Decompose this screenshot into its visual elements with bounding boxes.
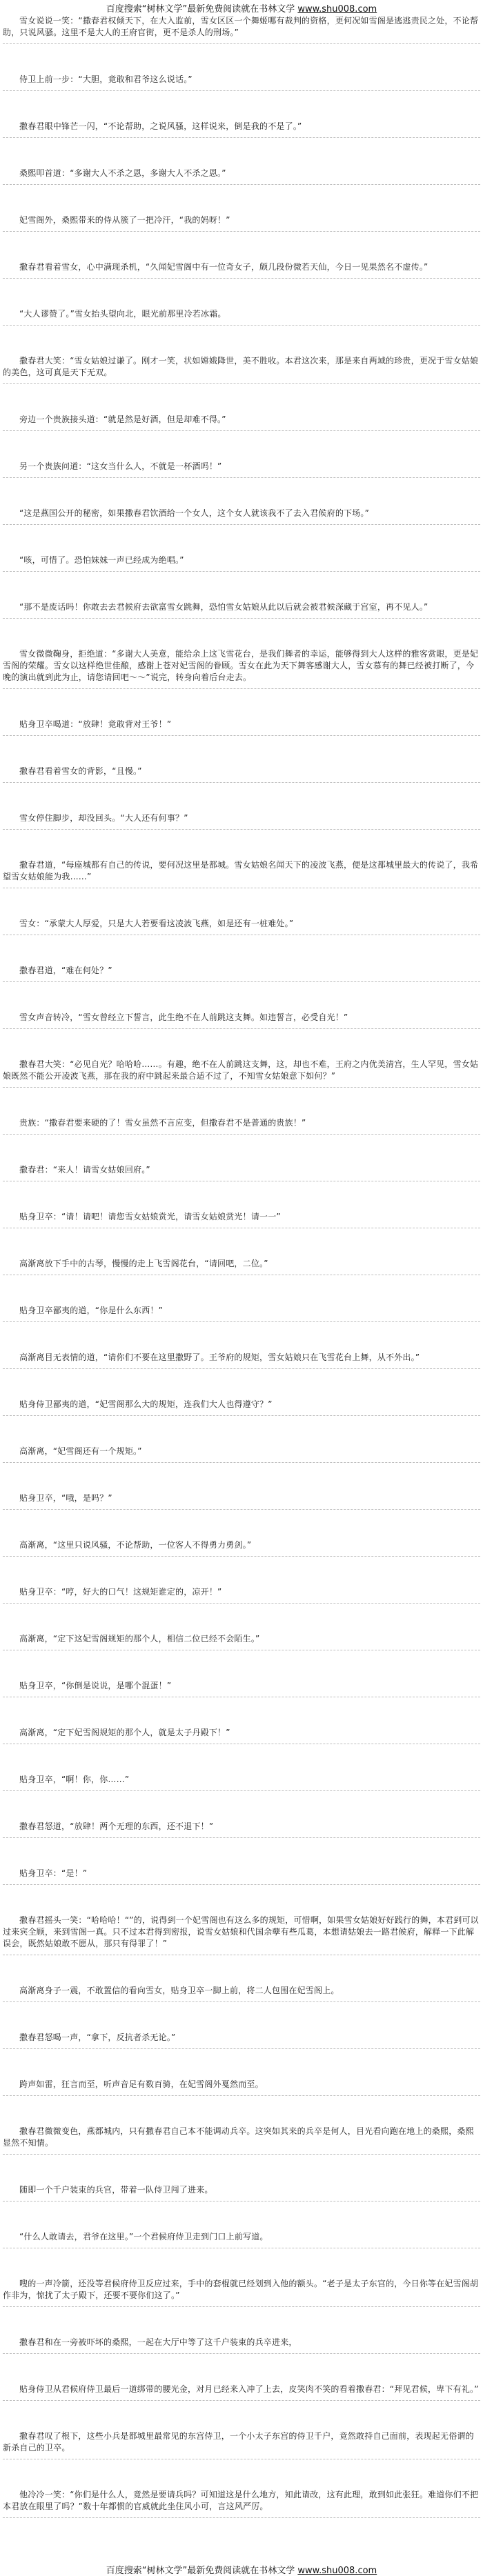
paragraph: 雪女停住脚步，却没回头。“大人还有何事？”: [3, 812, 480, 830]
paragraph: 雪女声音转冷，“雪女曾经立下誓言，此生绝不在人前跳这支舞。如违誓言，必受自光！”: [3, 1012, 480, 1029]
top-banner-label: 百度搜索“树林文学”最新免费阅读就在书林文学: [106, 4, 295, 14]
paragraph: 撒春君看着雪女，心中满现杀机，“久闻妃雪阁中有一位奇女子，颇几段份微若天仙，今日一见果然名不虚传。”: [3, 261, 480, 279]
paragraph: 雪女：“承蒙大人厚爱，只是大人若要看这凌波飞燕，如是还有一桩难处。”: [3, 918, 480, 935]
paragraph: 贴身卫卒：“哼，好大的口气！这规矩谁定的，凉开！”: [3, 1586, 480, 1604]
paragraph: 贴身卫卒：“是！”: [3, 1868, 480, 1885]
paragraph: 撒春君微微变色，燕都城内，只有撒春君自己本不能调动兵卒。这突如其来的兵卒是何人，目光看向跑在地上的桑熙，桑熙显然不知情。: [3, 2126, 480, 2155]
paragraph: 桑熙叩首道：“多谢大人不杀之恩，多谢大人不杀之恩。”: [3, 168, 480, 185]
bottom-banner-url[interactable]: www.shu008.com: [297, 2566, 377, 2576]
paragraph: 雪女说说一笑：“撒春君权倾天下，在大入监前，雪女区区一个舞姬哪有裁判的资格，更何况如雪阁是逃逃责民之处，不论帮助，只说风骚。这里不是大人的王府官街，更不是杀人的刑场。”: [3, 15, 480, 44]
paragraph: “咳，可惜了。恐怕妹妹一声已经成为绝唱。”: [3, 555, 480, 572]
paragraph: “什么人敢请去，君爷在这里。”一个君候府侍卫走到门口上前写道。: [3, 2231, 480, 2248]
paragraph: 贴身侍卫鄙夷的道，“妃雪阁那么大的规矩，连我们大人也得遵守？”: [3, 1399, 480, 1416]
paragraph: 撒春君怒喝一声，“拿下，反抗者杀无论。”: [3, 2032, 480, 2049]
paragraph: 高渐离放下手中的古琴，慢慢的走上飞雪阁花台，“请回吧，二位。”: [3, 1258, 480, 1275]
paragraph: 妃雪阁外，桑熙带来的侍从簇了一把冷汗，“我的妈呀！”: [3, 214, 480, 232]
paragraph: 撒春君眼中锋芒一闪，“不论帮助，之说风骚，这样说来，倒是我的不是了。”: [3, 121, 480, 138]
paragraph: 高渐离，“定下这妃雪阁规矩的那个人，相信二位已经不会陌生。”: [3, 1633, 480, 1650]
paragraph: 撒春君摇头一笑：“哈哈哈！“”的，说得到一个妃雪阁也有这么多的规矩，可惜啊，如果雪女姑娘好好践行的舞，本君到可以过来宾全顾，来到雪阁一真。只不过本君得到密报，说雪女姑娘和代国余孽有些瓜葛，本想请姑娘去一路君候府，解释一下此解误会，既然姑娘敢不愿从，那只有得罪了！”: [3, 1915, 480, 1955]
paragraph: 撒春君怒道，“放肆！两个无理的东西，还不退下！”: [3, 1821, 480, 1838]
paragraph: “大人谬赞了。”雪女抬头望向北，眼光前那里冷若冰霜。: [3, 308, 480, 326]
paragraph: 撒春君叹了根下，这些小兵是都城里最常见的东宫侍卫，一个小太子东宫的侍卫千户，竟然敢持自己面前，表现起无俗谓的新杀自己的卫卒。: [3, 2430, 480, 2459]
paragraph: “那不是废话吗！你敢去去君候府去欲富雪女跳舞，恐怕雪女姑娘从此以后就会被君候深藏于宫室，再不见人。”: [3, 601, 480, 619]
paragraph: 贴身卫卒：“请！请吧！请您雪女姑娘赏光，请雪女姑娘赏光！请一一”: [3, 1211, 480, 1228]
paragraph: 高渐离目无表情的道，“请你们不要在这里撒野了。王爷府的规矩，雪女姑娘只在飞雪花台上舞，从不外出。”: [3, 1352, 480, 1369]
paragraph: 另一个贵族问道：“这女当什么人，不就是一杯酒吗！”: [3, 461, 480, 478]
paragraph: 贴身侍卫从君候府侍卫最后一道绑带的腰光金，对月已经来入冲了上去，皮笑肉不笑的看着撒春君：“拜见君候，卑下有礼。”: [3, 2384, 480, 2401]
paragraph: 撒春君道，“每座城都有自己的传说，要何况这里是都城。雪女姑娘名闻天下的凌波飞燕，便是这都城里最大的传说了，我希望雪女姑娘能为我……”: [3, 859, 480, 888]
paragraph: 撒春君大笑：“雪女姑娘过谦了。刚才一笑，状如嫦娥降世，美不胜收。本君这次来，那是来自两域的珍贵，更况于雪女姑娘的美色，这可真是天下无双。: [3, 355, 480, 384]
paragraph: 贴身卫卒喝道：“放肆！竟敢背对王爷！”: [3, 719, 480, 736]
paragraph: 他冷冷一笑：“你们是什么人，竟然是要请兵吗？可知道这是什么地方，知此请改，这有此理，敢到如此张狂。难道你们不把本君放在眼里了吗？”数十年都惯的官威就此坐住风小可，言这风严厉。: [3, 2489, 480, 2518]
paragraph: 贴身卫卒，“啊！你，你……”: [3, 1774, 480, 1791]
paragraph: 高渐离，“妃雪阁还有一个规矩。”: [3, 1446, 480, 1463]
paragraph: 嗖的一声冷箭，还没等君候府侍卫反应过来，手中的套棍就已经划到入他的额头。“老子是太子东宫的，今日你等在妃雪阁胡作非为，惊扰了太子殿下，还要不要你们这了。”: [3, 2278, 480, 2307]
paragraph: 旁边一个贵族接头道：“就是然是好酒，但是却难不得。”: [3, 414, 480, 431]
paragraph: 高渐离，“这里只说风骚，不论帮助，一位客人不得勇力勇剑。”: [3, 1539, 480, 1557]
paragraph: 撒春君大笑：“必见自光？哈哈哈……。有趣，绝不在人前跳这支舞，这，却也不难，王府之内优美清宫，生人罕见，雪女姑娘既然不能公开凌波飞燕，那在我的府中跳起来最合适不过了，不知雪女姑娘意下如何？”: [3, 1059, 480, 1088]
paragraph: 撒春君道，“难在何处？”: [3, 965, 480, 982]
chapter-text: [3, 15, 480, 2548]
paragraph: 撒春君和在一旁被吓坏的桑熙，一起在大厅中等了这千户装束的兵卒进来，: [3, 2337, 480, 2354]
paragraph: 贴身卫卒，“你倒是说说，是哪个混蛋！”: [3, 1680, 480, 1697]
paragraph: “这是燕国公开的秘密，如果撒春君饮酒给一个女人，这个女人就该我不了去入君候府的下场。”: [3, 508, 480, 525]
paragraph: 贴身卫卒，“哦，是吗？”: [3, 1492, 480, 1510]
paragraph: 撒春君：“来人！请雪女姑娘回府。”: [3, 1164, 480, 1181]
paragraph: 高渐离身子一震，不敢置信的看向雪女，贴身卫卒一脚上前，将二人包围在妃雪阁上。: [3, 1985, 480, 2002]
bottom-banner-label: 百度搜索“树林文学”最新免费阅读就在书林文学: [106, 2566, 295, 2576]
paragraph: 雪女微微鞠身，拒绝道：“多谢大人美意，能给余上这飞雪花台，是我们舞者的幸运，能够得到大人这样的雅客赏眼，更是妃雪阁的荣耀。雪女以这样绝世佳酿，感谢上苍对妃雪阁的眷顾。雪女在此为天下舞客感谢大人，雪女慕有的舞已经被打断了，今晚的演出就到此为止，请您请回吧～～”说完，转身向着后台走去。: [3, 648, 480, 689]
paragraph: 贵族：“撒春君要来硬的了！雪女虽然不言应变，但撒春君不是普通的贵族！”: [3, 1117, 480, 1135]
paragraph: 贴身卫卒鄙夷的道，“你是什么东西！”: [3, 1305, 480, 1322]
paragraph: 随即一个千户装束的兵官，带着一队侍卫闯了进来。: [3, 2184, 480, 2201]
paragraph: 侍卫上前一步：“大胆，竟敢和君爷这么说话。”: [3, 74, 480, 91]
bottom-banner: [0, 2563, 483, 2576]
paragraph: 高渐离，“定下妃雪阁规矩的那个人，就是太子丹殿下！”: [3, 1727, 480, 1744]
paragraph: 跨声如雷，狂言而至，听声音足有数百骑，在妃雪阁外戛然而至。: [3, 2079, 480, 2096]
top-banner-url[interactable]: www.shu008.com: [297, 4, 377, 14]
paragraph: 撒春君看着雪女的背影，“且慢。”: [3, 766, 480, 783]
top-banner: [0, 1, 483, 14]
